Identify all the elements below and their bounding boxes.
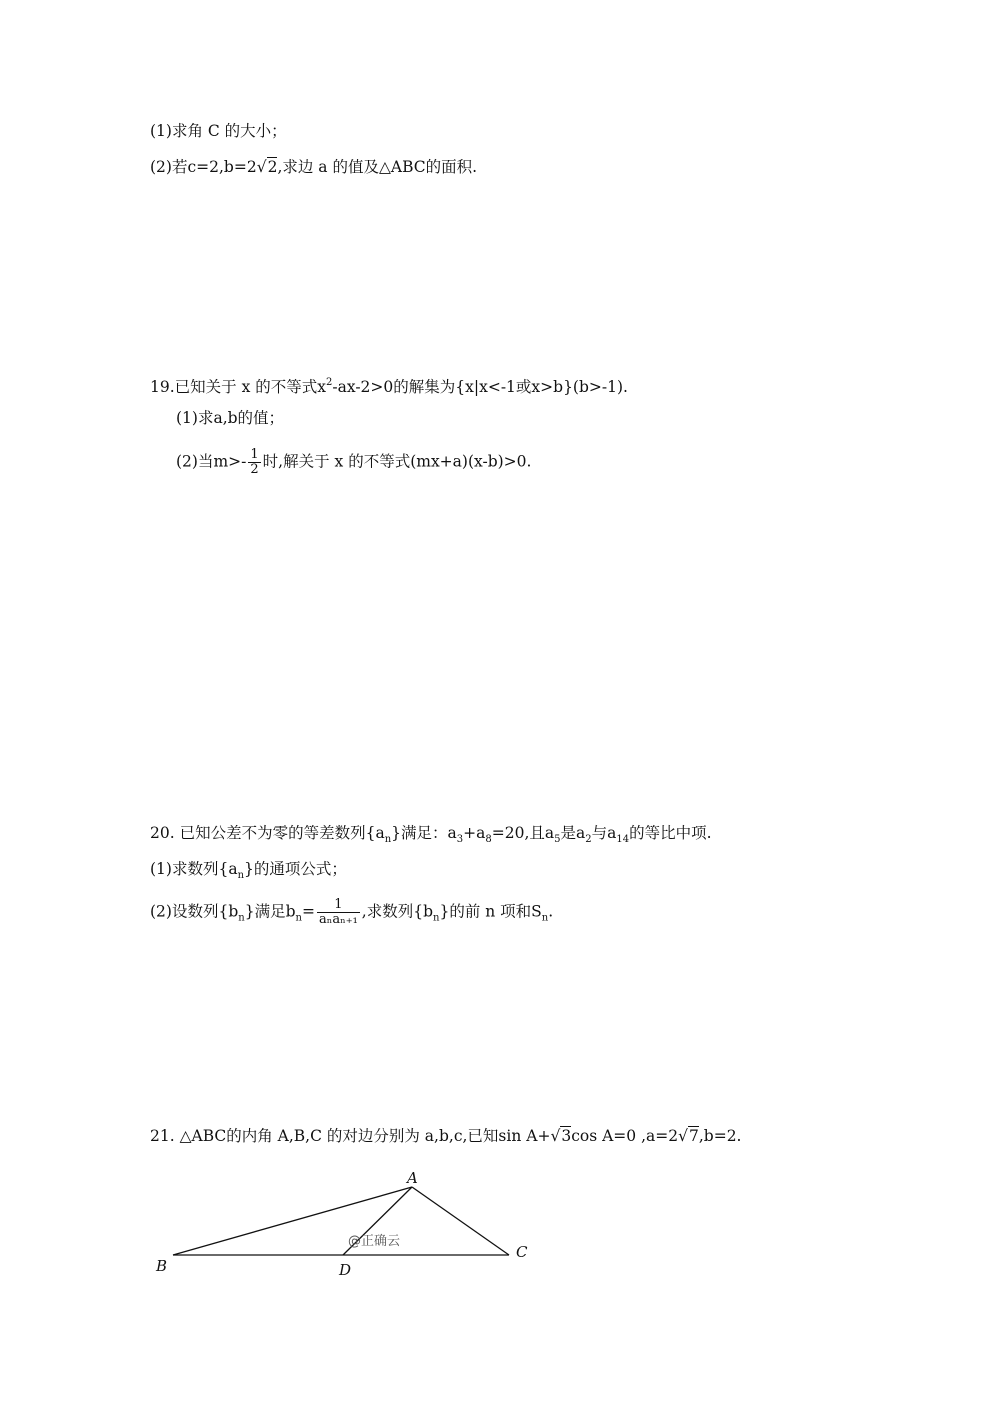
q18-part2-text-a: (2)若c=2,b=2 <box>150 158 257 176</box>
q20-part1-sub: n <box>237 870 245 881</box>
q20-stem <box>150 823 712 850</box>
q20-stem-c: +a <box>463 824 486 842</box>
q20-sub-5: 5 <box>554 834 561 845</box>
triangle-diagram <box>150 1165 550 1290</box>
vertex-label-C: C <box>516 1243 528 1261</box>
q20-part1 <box>150 859 347 886</box>
triangle-figure <box>150 1165 550 1290</box>
q20-part2 <box>150 898 553 929</box>
q19-part2-text-a: (2)当m>- <box>176 452 247 471</box>
q20-part2-e: }的前 n 项和S <box>439 902 542 921</box>
q20-part2-sub1: n <box>238 912 245 924</box>
q20-sub-3: 3 <box>456 834 464 845</box>
q21-sqrt-sign-1: √ <box>550 1127 561 1145</box>
q20-frac-num: 1 <box>317 898 360 913</box>
q19-stem-sup: 2 <box>326 377 333 388</box>
q19-part1-text: (1)求a,b的值； <box>176 409 285 427</box>
q19-fraction <box>248 448 260 477</box>
q19-part2 <box>176 448 531 477</box>
q20-frac-den: aₙaₙ₊₁ <box>318 912 358 927</box>
q21-sqrt-sign-2: √ <box>678 1127 688 1145</box>
vertex-label-A: A <box>407 1169 418 1187</box>
q18-part1 <box>150 121 287 141</box>
q19-part2-text-b: 时,解关于 x 的不等式(mx+a)(x-b)>0. <box>262 452 532 471</box>
q18-sqrt-value: 2 <box>267 158 278 176</box>
q20-part2-sub3: n <box>433 912 440 924</box>
q19-stem-text-a: 19.已知关于 x 的不等式x <box>150 378 326 396</box>
q19-frac-den: 2 <box>250 462 259 477</box>
q20-part1-a: (1)求数列{a <box>150 860 238 878</box>
q20-fraction <box>317 898 360 927</box>
q20-stem-d: =20,且a <box>491 824 555 842</box>
q20-sub-14: 14 <box>616 834 630 845</box>
q21-sqrt-value-1: 3 <box>561 1127 572 1145</box>
vertex-label-B: B <box>156 1257 168 1275</box>
q20-part2-b: }满足b <box>244 902 296 921</box>
watermark: @正确云 <box>348 1234 401 1249</box>
q20-part2-d: ,求数列{b <box>361 902 433 921</box>
q20-part2-sub2: n <box>295 912 302 924</box>
q20-sub-2: 2 <box>585 834 592 845</box>
q19-stem <box>150 373 628 397</box>
q19-frac-num: 1 <box>250 447 259 462</box>
q21-stem-a: 21. △ABC的内角 A,B,C 的对边分别为 a,b,c,已知sin A+ <box>150 1127 551 1145</box>
q21-stem-c: ,b=2. <box>698 1127 742 1145</box>
q18-part1-text: (1)求角 C 的大小； <box>150 122 287 140</box>
q20-stem-b: }满足：a <box>391 824 457 842</box>
q21-sqrt-value-2: 7 <box>688 1127 699 1145</box>
q20-sub-8: 8 <box>485 834 492 845</box>
q20-part2-c: = <box>301 902 315 921</box>
q20-stem-a: 20. 已知公差不为零的等差数列{a <box>150 824 385 842</box>
q20-part2-sub4: n <box>541 912 549 924</box>
q19-part1 <box>176 408 284 428</box>
q21-stem-b: cos A=0 ,a=2 <box>571 1127 679 1145</box>
point-label-D: D <box>339 1261 352 1279</box>
q18-sqrt-sign: √ <box>256 158 267 176</box>
q20-part1-b: }的通项公式； <box>244 860 347 878</box>
q19-stem-text-b: -ax-2>0的解集为{x|x<-1或x>b}(b>-1). <box>332 378 628 396</box>
q20-part2-a: (2)设数列{b <box>150 902 239 921</box>
q20-part2-f: . <box>548 902 554 921</box>
q18-part2 <box>150 157 477 177</box>
q20-sub-n: n <box>384 834 392 845</box>
q18-part2-text-b: ,求边 a 的值及△ABC的面积. <box>277 158 478 176</box>
q20-stem-e: 是a <box>560 824 586 842</box>
q20-stem-g: 的等比中项. <box>629 824 712 842</box>
q21-stem <box>150 1126 741 1146</box>
segment-AC <box>412 1187 509 1255</box>
q20-stem-f: 与a <box>591 824 617 842</box>
